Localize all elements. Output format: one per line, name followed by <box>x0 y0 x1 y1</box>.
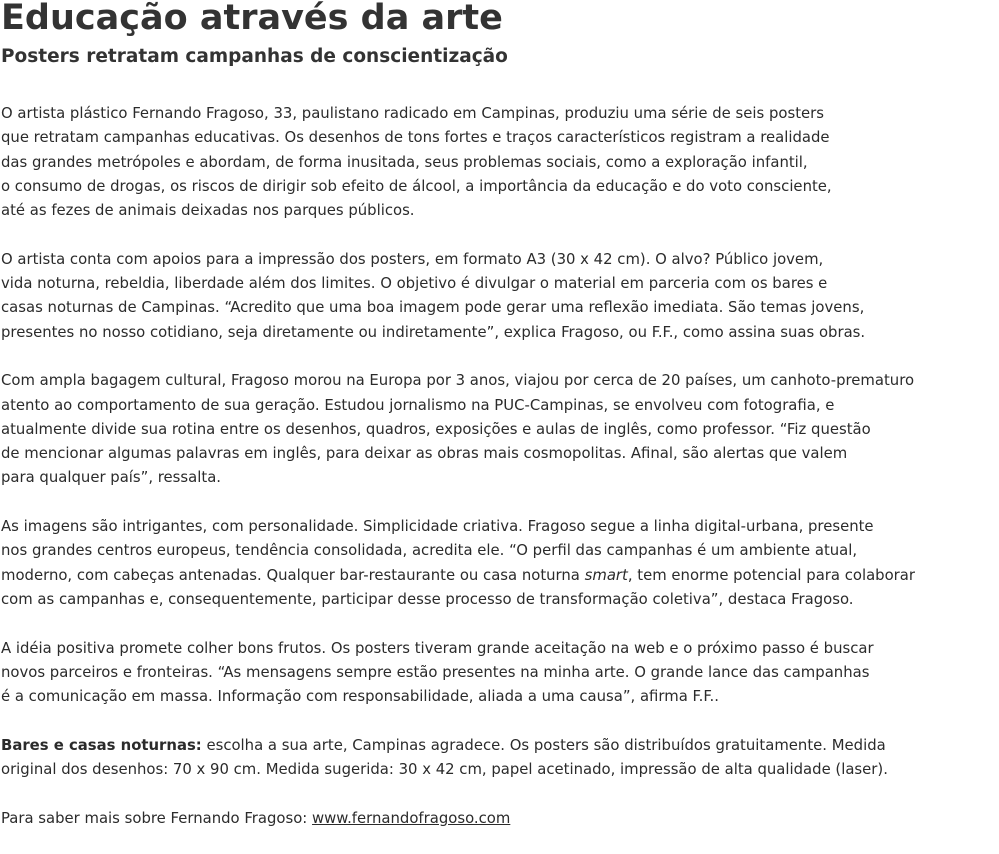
text-line <box>1 806 999 830</box>
text-line: Com ampla bagagem cultural, Fragoso morou na Europa por 3 anos, viajou por cerca de 20 países, um canhoto-prematuro <box>1 371 915 390</box>
paragraph-outlook <box>1 636 999 709</box>
text-line: O artista conta com apoios para a impressão dos posters, em formato A3 (30 x 42 cm). O alvo? Público jovem, <box>1 249 824 268</box>
paragraph-footer <box>1 806 999 830</box>
text-line: O artista plástico Fernando Fragoso, 33, paulistano radicado em Campinas, produziu uma série de seis posters <box>1 104 824 122</box>
italic-word: smart <box>584 565 628 584</box>
text-line: o consumo de drogas, os riscos de dirigir sob efeito de álcool, a importância da educação e do voto consciente, <box>1 176 832 195</box>
article-body <box>1 101 999 854</box>
text-line: original dos desenhos: 70 x 90 cm. Medida sugerida: 30 x 42 cm, papel acetinado, impressão de alta qualidade (laser). <box>1 760 888 779</box>
text-line: presentes no nosso cotidiano, seja diretamente ou indiretamente”, explica Fragoso, ou F.F., como assina suas obras. <box>1 322 866 341</box>
website-link[interactable]: www.fernandofragoso.com <box>312 808 511 827</box>
text-line: nos grandes centros europeus, tendência consolidada, acredita ele. “O perfil das campanhas é um ambiente atual, <box>1 541 858 560</box>
text-line: vida noturna, rebeldia, liberdade além dos limites. O objetivo é divulgar o material em parceria com os bares e <box>1 274 828 293</box>
footer-prefix: Para saber mais sobre Fernando Fragoso: <box>1 808 313 827</box>
text-line: atualmente divide sua rotina entre os desenhos, quadros, exposições e aulas de inglês, como professor. “Fiz questão <box>1 419 871 438</box>
text-line: novos parceiros e fronteiras. “As mensagens sempre estão presentes na minha arte. O grande lance das campanhas <box>1 662 870 681</box>
text-line: que retratam campanhas educativas. Os desenhos de tons fortes e traços característicos registram a realidade <box>1 128 830 147</box>
paragraph-support <box>1 247 999 344</box>
text-segment: escolha a sua arte, Campinas agradece. Os posters são distribuídos gratuitamente. Medida <box>201 735 886 754</box>
text-line: é a comunicação em massa. Informação com responsabilidade, aliada a uma causa”, afirma F.F.. <box>1 687 719 706</box>
bold-lead: Bares e casas noturnas: <box>1 735 202 754</box>
paragraph-style <box>1 514 999 611</box>
text-line: das grandes metrópoles e abordam, de forma inusitada, seus problemas sociais, como a exploração infantil, <box>1 152 808 171</box>
paragraph-bars <box>1 733 999 782</box>
text-segment: moderno, com cabeças antenadas. Qualquer bar-restaurante ou casa noturna <box>1 565 585 584</box>
text-line <box>1 733 999 757</box>
text-line: com as campanhas e, consequentemente, participar desse processo de transformação coletiva”, destaca Fragoso. <box>1 589 854 608</box>
text-line <box>1 563 999 587</box>
paragraph-intro <box>1 101 999 222</box>
text-line: As imagens são intrigantes, com personalidade. Simplicidade criativa. Fragoso segue a linha digital-urbana, presente <box>1 517 874 536</box>
paragraph-background <box>1 368 999 489</box>
text-line: de mencionar algumas palavras em inglês, para deixar as obras mais cosmopolitas. Afinal, são alertas que valem <box>1 444 848 463</box>
text-line: A idéia positiva promete colher bons frutos. Os posters tiveram grande aceitação na web e o próximo passo é buscar <box>1 638 874 657</box>
text-line: até as fezes de animais deixadas nos parques públicos. <box>1 201 415 220</box>
text-line: casas noturnas de Campinas. “Acredito que uma boa imagem pode gerar uma reflexão imediata. São temas jovens, <box>1 298 865 317</box>
text-line: para qualquer país”, ressalta. <box>1 468 222 487</box>
article-subtitle: Posters retratam campanhas de conscientização <box>1 46 508 67</box>
article-title: Educação através da arte <box>1 0 503 38</box>
text-line: atento ao comportamento de sua geração. Estudou jornalismo na PUC-Campinas, se envolveu com fotografia, e <box>1 395 835 414</box>
text-segment: , tem enorme potencial para colaborar <box>627 565 915 584</box>
